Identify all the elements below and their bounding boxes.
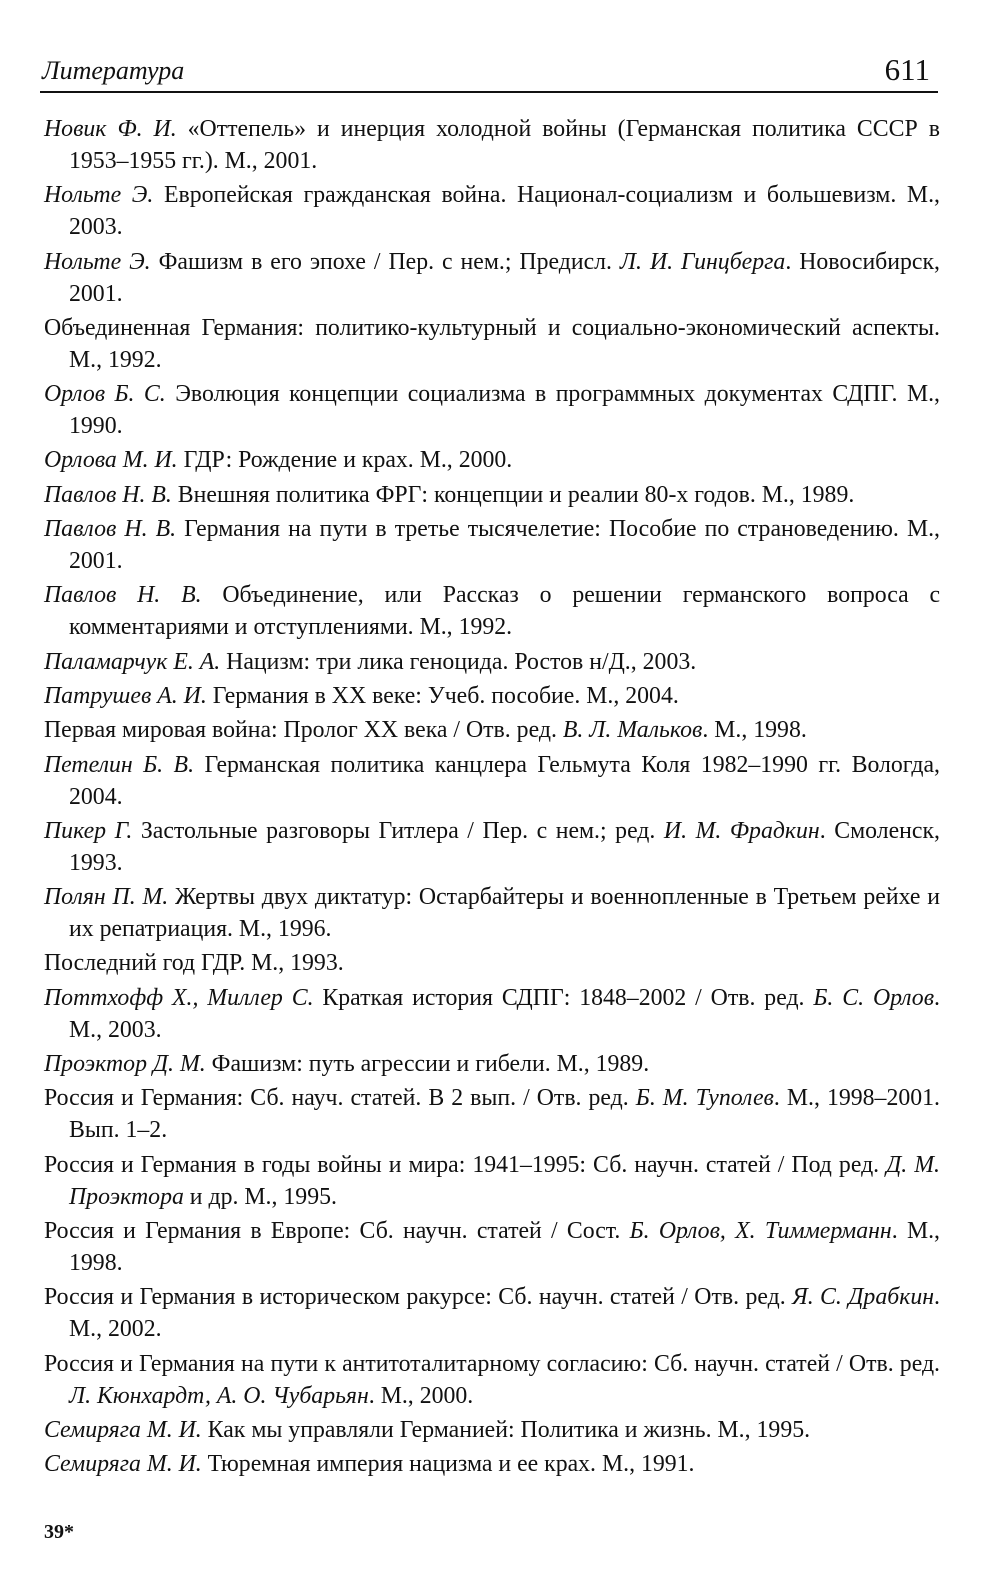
entry-tail: . М., 1998–2001. Вып. 1–2. [69,1085,940,1144]
entry-tail: . М., 2003. [69,984,940,1043]
entry-editor: Я. С. Драбкин [792,1284,935,1311]
bibliography-entry [44,113,940,177]
signature-mark: 39* [44,1521,74,1543]
entry-tail: . М., 2002. [69,1284,940,1343]
entry-text: Германская политика канцлера Гельмута Коля 1982–1990 гг. Вологда, 2004. [69,751,940,810]
bibliography-entry [44,1414,940,1446]
entry-author: Патрушев А. И. [44,682,207,709]
entry-text: Россия и Германия на пути к антитоталитарному согласию: Сб. научн. статей / Отв. ред. [44,1350,940,1377]
bibliography-entry [44,1348,940,1412]
entry-text: Первая мировая война: Пролог XX века / Отв. ред. [44,717,563,744]
entry-editor: Б. С. Орлов [813,984,935,1011]
bibliography-entry [44,982,940,1046]
page-number: 611 [884,52,930,87]
entry-tail: . М., 1998. [69,1217,941,1276]
entry-editor: Б. Орлов, Х. Тиммерманн [629,1217,892,1244]
bibliography-entry [44,479,940,511]
entry-text: Объединение, или Рассказ о решении германского вопроса с комментариями и отступлениями. М., 1992. [69,582,941,641]
bibliography-entry [44,312,940,376]
entry-author: Семиряга М. И. [44,1416,202,1443]
bibliography-entry [44,1082,940,1146]
bibliography-entry [44,714,940,746]
entry-author: Семиряга М. И. [44,1451,202,1478]
bibliography-entry [44,947,940,979]
entry-text: Европейская гражданская война. Национал-социализм и большевизм. М., 2003. [69,182,940,241]
entry-tail: . Новосибирск, 2001. [69,248,940,307]
running-head [42,50,936,90]
bibliography-entry [44,646,940,678]
entry-editor: И. М. Фрадкин [663,817,820,844]
entry-author: Нольте Э. [44,182,154,209]
bibliography-entry [44,378,940,442]
bibliography-entry [44,1048,940,1080]
entry-author: Новик Ф. И. [44,116,177,142]
bibliography-entry [44,579,940,643]
section-title: Литература [42,56,185,85]
entry-author: Павлов Н. В. [44,481,172,508]
bibliography-entry [44,179,940,243]
entry-text: «Оттепель» и инерция холодной войны (Германская политика СССР в 1953–1955 гг.). М., 2001. [69,116,940,174]
entry-editor: Л. И. Гинцберга [619,248,786,275]
entry-author: Орлов Б. С. [44,381,166,408]
bibliography-entry [44,246,940,310]
entry-author: Паламарчук Е. А. [44,648,221,675]
entry-author: Петелин Б. В. [44,751,195,778]
entry-text: Эволюция концепции социализма в программных документах СДПГ. М., 1990. [69,381,941,440]
header-rule [40,91,938,93]
entry-text: Фашизм: путь агрессии и гибели. М., 1989. [205,1051,650,1078]
entry-author: Проэктор Д. М. [44,1051,206,1078]
entry-text: Тюремная империя нацизма и ее крах. М., 1991. [201,1451,695,1478]
entry-text: Фашизм в его эпохе / Пер. с нем.; Предисл. [150,248,620,275]
bibliography-entry [44,1215,940,1279]
bibliography-entry [44,1281,940,1345]
entry-author: Павлов Н. В. [44,516,177,543]
entry-text: Застольные разговоры Гитлера / Пер. с нем.; ред. [132,817,664,844]
entry-tail: . Смоленск, 1993. [69,817,940,876]
entry-editor: Д. М. Проэктора [69,1151,940,1210]
entry-editor: В. Л. Мальков [562,717,703,744]
entry-tail: и др. М., 1995. [183,1183,337,1210]
entry-author: Полян П. М. [44,884,169,911]
entry-text: Россия и Германия в годы войны и мира: 1941–1995: Сб. научн. статей / Под ред. [44,1151,887,1178]
entry-text: Германия на пути в третье тысячелетие: Пособие по страноведению. М., 2001. [69,516,940,575]
entry-text: Россия и Германия в историческом ракурсе: Сб. научн. статей / Отв. ред. [44,1284,793,1311]
entry-text: ГДР: Рождение и крах. М., 2000. [177,447,513,474]
entry-author: Пикер Г. [44,817,133,844]
bibliography-entry [44,749,940,813]
bibliography-entry [44,513,940,577]
bibliography-entry [44,680,940,712]
entry-author: Нольте Э. [44,248,151,275]
entry-text: Германия в XX веке: Учеб. пособие. М., 2004. [206,682,679,709]
bibliography-entry [44,815,940,879]
entry-tail: . М., 2000. [368,1382,474,1409]
entry-text: Внешняя политика ФРГ: концепции и реалии 80-х годов. М., 1989. [171,481,855,508]
entry-author: Павлов Н. В. [44,582,202,609]
entry-text: Россия и Германия: Сб. науч. статей. В 2 вып. / Отв. ред. [44,1085,636,1112]
entry-author: Орлова М. И. [44,447,178,474]
entry-text: Жертвы двух диктатур: Остарбайтеры и военнопленные в Третьем рейхе и их репатриация. М., 1996. [69,884,940,943]
bibliography-entry [44,444,940,476]
entry-editor: Л. Кюнхардт, А. О. Чубарьян [69,1382,369,1409]
entry-tail: . М., 1998. [702,717,807,744]
bibliography-entry [44,881,940,945]
entry-text: Нацизм: три лика геноцида. Ростов н/Д., 2003. [220,648,697,675]
entry-author: Поттхофф Х., Миллер С. [44,984,314,1011]
entry-text: Россия и Германия в Европе: Сб. научн. статей / Сост. [44,1217,630,1244]
bibliography-list [44,113,940,1482]
bibliography-entry [44,1149,940,1213]
entry-text: Краткая история СДПГ: 1848–2002 / Отв. ред. [313,984,814,1011]
entry-editor: Б. М. Туполев [635,1085,774,1112]
entry-text: Как мы управляли Германией: Политика и жизнь. М., 1995. [201,1416,811,1443]
bibliography-entry [44,1448,940,1480]
entry-text: Объединенная Германия: политико-культурный и социально-экономический аспекты. М., 1992. [44,314,940,373]
entry-text: Последний год ГДР. М., 1993. [44,950,344,977]
